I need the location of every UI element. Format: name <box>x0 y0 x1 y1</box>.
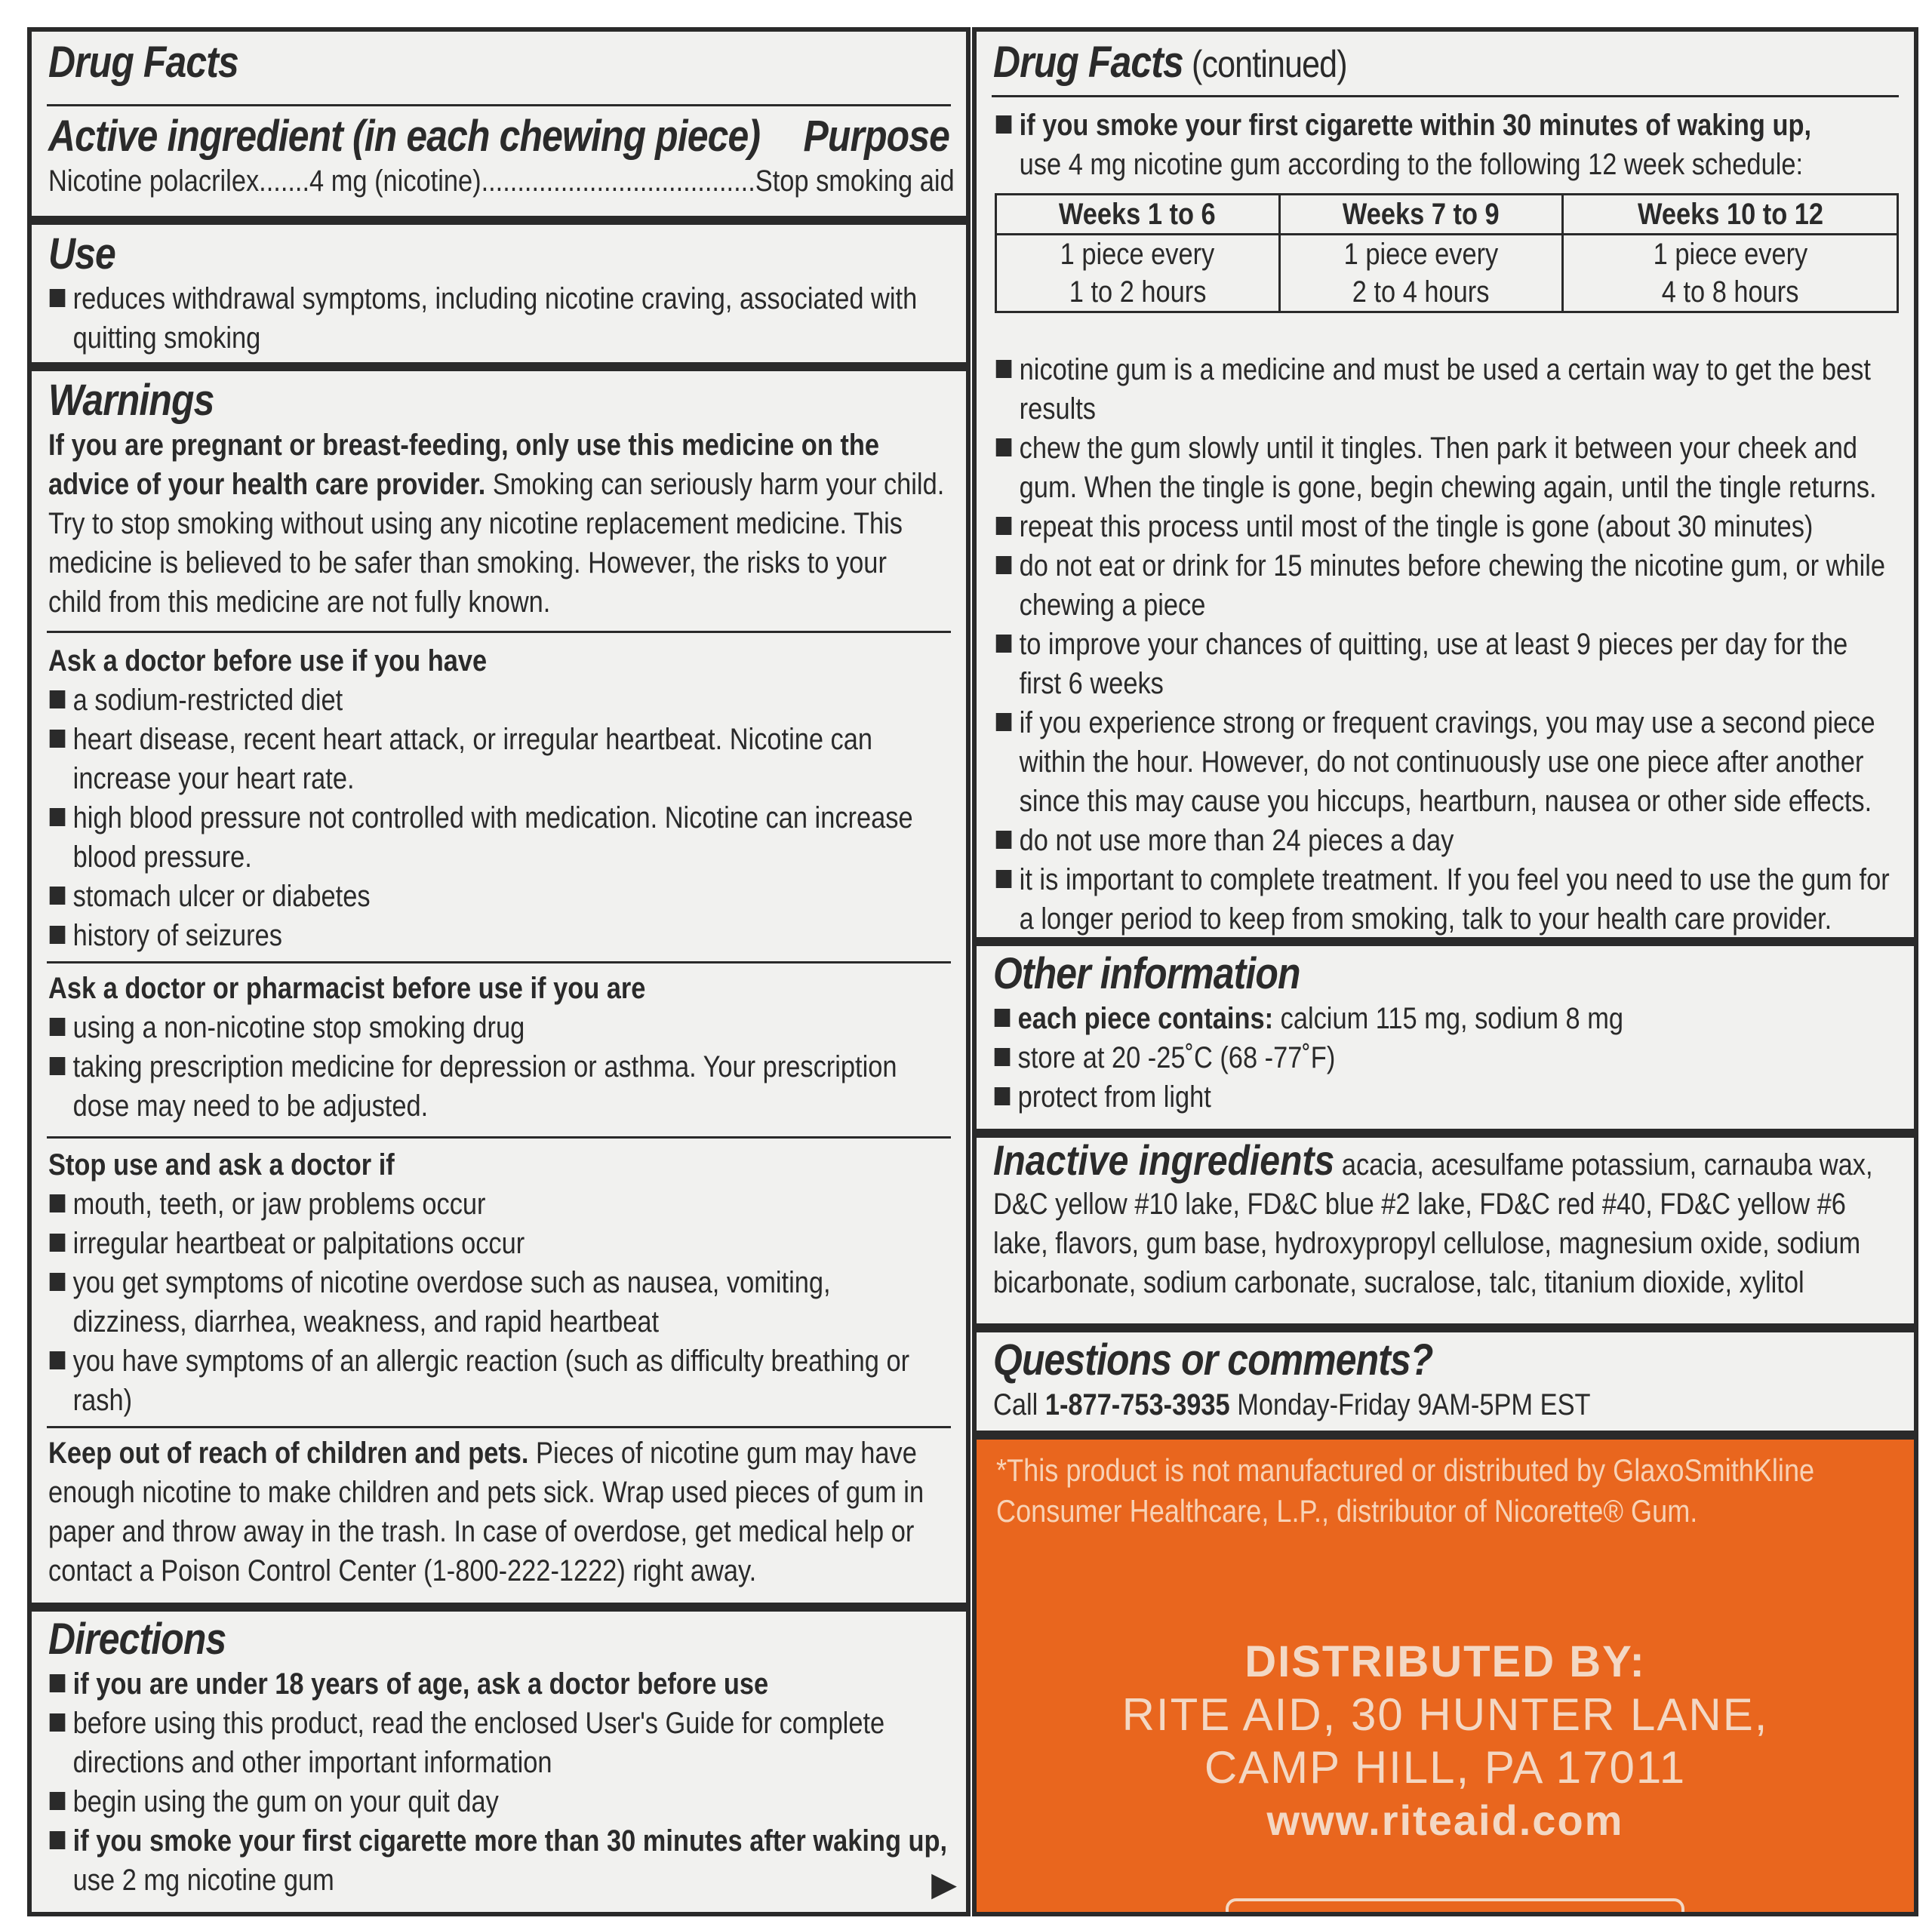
inactive-ingredients-section <box>977 1129 1914 1302</box>
divider <box>47 1426 951 1428</box>
drug-facts-title: Drug Facts <box>48 38 238 87</box>
list-item: do not eat or drink for 15 minutes before chewing the nicotine gum, or while chewing a piece <box>995 546 1897 625</box>
bullet-square-icon <box>996 831 1012 849</box>
keep-out-paragraph: Keep out of reach of children and pets. Pieces of nicotine gum may have enough nicotine to make children and pets sick. Wrap used pieces of gum in paper and throw away in the trash. In case of overdose, get medical help or contact a Poison Control Center (1-800-222-1222) right away. <box>48 1437 924 1587</box>
list-item: taking prescription medicine for depression or asthma. Your prescription dose may need to be adjusted. <box>48 1047 947 1126</box>
stop-use-title: Stop use and ask a doctor if <box>48 1148 395 1182</box>
warnings-section <box>32 362 966 622</box>
list-item: to improve your chances of quitting, use at least 9 pieces per day for the first 6 weeks <box>995 625 1897 703</box>
other-information-title: Other information <box>993 949 1300 998</box>
decorative-outline <box>1226 1898 1684 1916</box>
bullet-square-icon <box>50 289 66 307</box>
ask-doctor-section <box>32 641 966 955</box>
dosing-schedule-table <box>995 193 1899 313</box>
bullet-square-icon <box>50 1273 66 1291</box>
inactive-ingredients-paragraph: Inactive ingredients acacia, acesulfame potassium, carnauba wax, D&C yellow #10 lake, FD&C blue #2 lake, FD&C red #40, FD&C yellow #6 lake, flavors, gum base, hydroxypropyl cellulose, magnesium oxide, sodium bicarbonate, sodium carbonate, sucralose, talc, titanium dioxide, xylitol <box>993 1136 1873 1299</box>
list-item: mouth, teeth, or jaw problems occur <box>48 1185 947 1224</box>
list-item: history of seizures <box>48 916 947 955</box>
continue-arrow-icon: ▶ <box>931 1866 957 1903</box>
bullet-square-icon <box>50 1792 66 1810</box>
distributed-by-label: DISTRIBUTED BY: <box>1244 1637 1646 1686</box>
active-ingredient-line: Nicotine polacrilex.......4 mg (nicotine)......................................Stop smoking aid <box>48 164 955 198</box>
bullet-square-icon <box>50 1674 66 1692</box>
bullet-square-icon <box>50 1234 66 1252</box>
list-item: you have symptoms of an allergic reaction (such as difficulty breathing or rash) <box>48 1341 947 1420</box>
list-item: stomach ulcer or diabetes <box>48 877 947 916</box>
bullet-square-icon <box>996 713 1012 731</box>
warnings-title: Warnings <box>48 376 214 425</box>
active-ingredient-section <box>32 112 966 201</box>
bullet-square-icon <box>996 870 1012 888</box>
list-item: heart disease, recent heart attack, or irregular heartbeat. Nicotine can increase your heart rate. <box>48 720 947 798</box>
bullet-square-icon <box>50 808 66 826</box>
questions-title: Questions or comments? <box>993 1335 1433 1384</box>
list-item: a sodium-restricted diet <box>48 681 947 720</box>
list-item: if you are under 18 years of age, ask a doctor before use <box>48 1664 947 1704</box>
bullet-square-icon <box>996 438 1012 456</box>
bullet-square-icon <box>50 1057 66 1075</box>
table-cell: 1 piece every 4 to 8 hours <box>1563 235 1898 312</box>
list-item: irregular heartbeat or palpitations occur <box>48 1224 947 1263</box>
bullet-square-icon <box>50 1713 66 1732</box>
bullet-square-icon <box>50 1018 66 1036</box>
drug-facts-continued-title: Drug Facts (continued) <box>993 38 1347 87</box>
keep-out-section <box>32 1434 966 1590</box>
schedule-section <box>977 106 1914 313</box>
directions-section <box>32 1603 966 1903</box>
list-item: using a non-nicotine stop smoking drug <box>48 1008 947 1047</box>
bullet-square-icon <box>50 887 66 905</box>
purpose-title: Purpose <box>803 112 949 161</box>
address-line-2: CAMP HILL, PA 17011 <box>1204 1742 1687 1793</box>
bullet-square-icon <box>996 360 1012 378</box>
divider <box>47 961 951 963</box>
stop-use-section <box>32 1145 966 1420</box>
bullet-square-icon <box>50 926 66 944</box>
bullet-square-icon <box>50 1351 66 1369</box>
list-item: store at 20 -25˚C (68 -77˚F) <box>993 1038 1895 1077</box>
address-line-1: RITE AID, 30 HUNTER LANE, <box>1121 1689 1769 1740</box>
other-information-section <box>977 937 1914 1117</box>
directions-title: Directions <box>48 1615 226 1664</box>
list-item: nicotine gum is a medicine and must be used a certain way to get the best results <box>995 350 1897 429</box>
use-title: Use <box>48 229 115 278</box>
drug-facts-right-panel <box>972 27 1918 1916</box>
disclaimer-text: *This product is not manufactured or distributed by GlaxoSmithKline Consumer Healthcare, L.P., distributor of Nicorette® Gum. <box>996 1452 1815 1529</box>
warnings-paragraph: If you are pregnant or breast-feeding, only use this medicine on the advice of your health care provider. Smoking can seriously harm your child. Try to stop smoking without using any nicotine replacement medicine. This medicine is believed to be safer than smoking. However, the risks to your child from this medicine are not fully known. <box>48 429 945 619</box>
divider <box>47 104 951 106</box>
bullet-square-icon <box>995 1009 1011 1027</box>
list-item: each piece contains: calcium 115 mg, sodium 8 mg <box>993 999 1895 1038</box>
bullet-square-icon <box>996 517 1012 535</box>
list-item: if you smoke your first cigarette more than 30 minutes after waking up, use 2 mg nicotine gum <box>48 1821 947 1900</box>
bullet-square-icon <box>996 556 1012 574</box>
drug-facts-left-panel <box>27 27 971 1916</box>
questions-line: Call 1-877-753-3935 Monday-Friday 9AM-5PM EST <box>993 1388 1591 1421</box>
bullet-square-icon <box>50 1831 66 1849</box>
table-cell: 1 piece every 2 to 4 hours <box>1279 235 1563 312</box>
distributor-banner <box>977 1431 1914 1912</box>
bullet-square-icon <box>50 730 66 748</box>
divider <box>47 631 951 633</box>
questions-section <box>977 1323 1914 1424</box>
list-item: protect from light <box>993 1077 1895 1117</box>
drug-facts-continued-header <box>977 38 1914 89</box>
list-item: chew the gum slowly until it tingles. Then park it between your cheek and gum. When the tingle is gone, begin chewing again, until the tingle returns. <box>995 429 1897 507</box>
bullet-square-icon <box>996 115 1012 134</box>
list-item: it is important to complete treatment. If you feel you need to use the gum for a longer period to keep from smoking, talk to your health care provider. <box>995 860 1897 939</box>
list-item: before using this product, read the enclosed User's Guide for complete directions and other important information <box>48 1704 947 1782</box>
table-cell: 1 piece every 1 to 2 hours <box>996 235 1280 312</box>
use-section <box>32 216 966 358</box>
list-item: high blood pressure not controlled with medication. Nicotine can increase blood pressure. <box>48 798 947 877</box>
directions-continued-section <box>977 350 1914 939</box>
bullet-square-icon <box>50 690 66 708</box>
list-item: you get symptoms of nicotine overdose such as nausea, vomiting, dizziness, diarrhea, weakness, and rapid heartbeat <box>48 1263 947 1341</box>
drug-facts-header <box>32 38 966 88</box>
divider <box>992 95 1899 97</box>
bullet-square-icon <box>995 1087 1011 1105</box>
bullet-square-icon <box>50 1194 66 1212</box>
divider <box>47 1136 951 1139</box>
bullet-square-icon <box>995 1048 1011 1066</box>
website-link[interactable]: www.riteaid.com <box>1266 1796 1624 1844</box>
bullet-square-icon <box>996 635 1012 653</box>
list-item: do not use more than 24 pieces a day <box>995 821 1897 860</box>
table-header-cell: Weeks 10 to 12 <box>1563 195 1898 235</box>
table-header-cell: Weeks 7 to 9 <box>1279 195 1563 235</box>
table-header-cell: Weeks 1 to 6 <box>996 195 1280 235</box>
ask-pharmacist-section <box>32 969 966 1126</box>
list-item: reduces withdrawal symptoms, including nicotine craving, associated with quitting smoking <box>48 279 947 358</box>
ask-doctor-title: Ask a doctor before use if you have <box>48 644 488 678</box>
list-item: repeat this process until most of the tingle is gone (about 30 minutes) <box>995 507 1897 546</box>
list-item: if you smoke your first cigarette within 30 minutes of waking up, use 4 mg nicotine gum according to the following 12 week schedule: <box>995 106 1897 184</box>
list-item: begin using the gum on your quit day <box>48 1782 947 1821</box>
active-ingredient-title: Active ingredient (in each chewing piece) <box>48 112 761 161</box>
list-item: if you experience strong or frequent cravings, you may use a second piece within the hour. However, do not continuously use one piece after another since this may cause you hiccups, heartburn, nausea or other side effects. <box>995 703 1897 821</box>
ask-pharmacist-title: Ask a doctor or pharmacist before use if you are <box>48 972 646 1005</box>
